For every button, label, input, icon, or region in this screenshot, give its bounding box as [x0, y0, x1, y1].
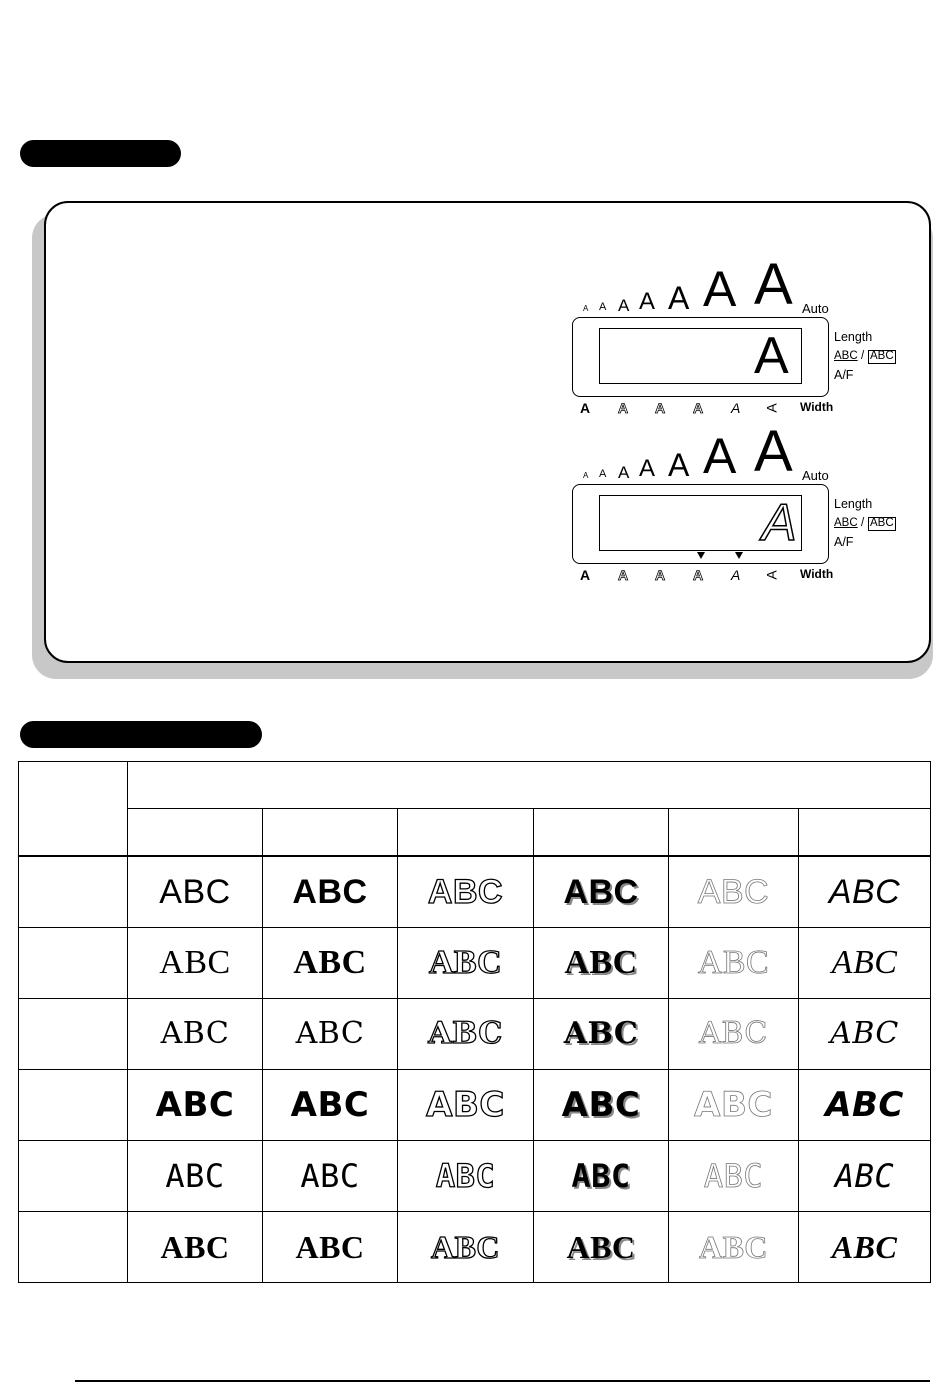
- style-pointer-icon: [735, 552, 743, 559]
- sample-text: ABC: [825, 1085, 904, 1125]
- sample-text: ABC: [564, 944, 638, 981]
- sample-cell: [128, 928, 263, 999]
- style-outline-indicator: A: [655, 567, 666, 583]
- auto-label: Auto: [802, 468, 829, 483]
- style-header-outline: [398, 809, 534, 857]
- sample-text: ABC: [697, 944, 770, 981]
- sample-cell: [263, 1070, 398, 1141]
- size-indicator-2: A: [599, 468, 607, 480]
- sample-cell: [128, 1212, 263, 1283]
- sample-text: ABC: [698, 1229, 769, 1265]
- table-row: [19, 1141, 931, 1212]
- size-indicators: [572, 252, 832, 317]
- sample-text: ABC: [697, 873, 770, 911]
- table-row: [19, 928, 931, 999]
- sample-text: ABC: [293, 944, 367, 981]
- style-normal-indicator: A: [580, 400, 591, 416]
- sample-cell: [534, 1141, 669, 1212]
- font-name-cell: [19, 999, 128, 1070]
- width-label: Width: [800, 400, 834, 414]
- sample-cell: [263, 1141, 398, 1212]
- sample-cell: [263, 928, 398, 999]
- sample-cell: [128, 1070, 263, 1141]
- af-label: A/F: [834, 535, 854, 549]
- size-indicator-7: A: [754, 419, 793, 484]
- section-header-samples: [20, 721, 262, 748]
- sample-cell: [799, 1212, 931, 1283]
- sample-cell: [128, 856, 263, 928]
- sample-text: ABC: [159, 873, 231, 911]
- style-shadow-indicator: A: [693, 400, 704, 416]
- sample-text: ABC: [430, 1229, 501, 1265]
- sample-text: ABC: [159, 944, 231, 981]
- style-pointer-icon: [697, 552, 705, 559]
- sample-cell: [263, 1212, 398, 1283]
- display-character: A: [754, 327, 789, 385]
- sample-text: ABC: [828, 873, 901, 911]
- size-indicator-6: A: [703, 428, 737, 484]
- sample-cell: [799, 928, 931, 999]
- sample-cell: [128, 1141, 263, 1212]
- size-indicator-3: A: [618, 463, 630, 482]
- sample-cell: [534, 1212, 669, 1283]
- section-header-example: [20, 140, 181, 167]
- font-name-cell: [19, 1070, 128, 1141]
- size-indicator-5: A: [668, 447, 690, 483]
- sample-text: ABC: [694, 1085, 773, 1125]
- sample-text: ABC: [435, 1157, 496, 1195]
- sample-cell: [799, 1070, 931, 1141]
- sample-text: ABC: [295, 1016, 365, 1051]
- sample-text: ABC: [703, 1157, 764, 1195]
- size-indicator-1: A: [583, 304, 589, 313]
- sample-text: ABC: [290, 1085, 370, 1125]
- table-corner-cell: [19, 762, 128, 857]
- sample-cell: [669, 1212, 799, 1283]
- abc-label-b: ABC: [870, 517, 894, 529]
- sample-cell: [669, 1070, 799, 1141]
- sample-cell: [398, 1070, 534, 1141]
- sample-cell: [799, 999, 931, 1070]
- size-indicators: [572, 419, 832, 484]
- style-header-solid: [669, 809, 799, 857]
- abc-separator: /: [861, 517, 865, 529]
- sample-cell: [398, 999, 534, 1070]
- style-bold-indicator: A: [618, 567, 629, 583]
- sample-text: ABC: [699, 1016, 768, 1051]
- sample-cell: [669, 1141, 799, 1212]
- font-style-table: [18, 761, 931, 1283]
- abc-label-b: ABC: [870, 350, 894, 362]
- size-indicator-2: A: [599, 301, 607, 313]
- style-bold-indicator: A: [618, 400, 629, 416]
- sample-text: ABC: [830, 1016, 899, 1051]
- size-indicator-3: A: [618, 296, 630, 315]
- sample-text: ABC: [428, 1016, 503, 1051]
- abc-separator: /: [861, 350, 865, 362]
- size-indicator-6: A: [703, 261, 737, 317]
- sample-text: ABC: [155, 1085, 235, 1125]
- abc-label-a: ABC: [834, 350, 858, 362]
- style-header-normal: [128, 809, 263, 857]
- sample-text: ABC: [160, 1229, 230, 1265]
- table-row: [19, 1212, 931, 1283]
- sample-text: ABC: [428, 944, 503, 981]
- af-label: A/F: [834, 368, 854, 382]
- sample-cell: [534, 856, 669, 928]
- sample-cell: [128, 999, 263, 1070]
- style-italic-indicator: A: [731, 400, 741, 416]
- size-indicator-1: A: [583, 471, 589, 480]
- sample-text: ABC: [831, 944, 898, 981]
- style-italic-indicator: A: [731, 567, 741, 583]
- sample-text: ABC: [834, 1157, 895, 1195]
- size-indicator-7: A: [754, 252, 793, 317]
- sample-text: ABC: [563, 1016, 639, 1051]
- font-name-cell: [19, 1212, 128, 1283]
- style-header-shadow: [534, 809, 669, 857]
- font-name-cell: [19, 1141, 128, 1212]
- sample-cell: [398, 1212, 534, 1283]
- sample-cell: [534, 999, 669, 1070]
- sample-text: ABC: [561, 1085, 641, 1125]
- size-indicator-4: A: [639, 288, 656, 315]
- auto-label: Auto: [802, 301, 829, 316]
- length-label: Length: [834, 330, 873, 344]
- sample-text: ABC: [292, 873, 368, 911]
- size-indicator-5: A: [668, 280, 690, 316]
- sample-cell: [398, 856, 534, 928]
- sample-text: ABC: [160, 1016, 230, 1051]
- abc-label-a: ABC: [834, 517, 858, 529]
- sample-cell: [534, 928, 669, 999]
- sample-cell: [669, 999, 799, 1070]
- sample-text: ABC: [165, 1157, 225, 1195]
- sample-text: ABC: [571, 1157, 631, 1195]
- table-row: [19, 999, 931, 1070]
- sample-text: ABC: [295, 1229, 365, 1265]
- table-row: [19, 856, 931, 928]
- style-header-bold: [263, 809, 398, 857]
- footer-divider: [75, 1380, 930, 1382]
- font-name-cell: [19, 856, 128, 928]
- length-label: Length: [834, 497, 873, 511]
- sample-cell: [263, 999, 398, 1070]
- size-indicator-4: A: [639, 455, 656, 482]
- sample-cell: [799, 1141, 931, 1212]
- font-name-cell: [19, 928, 128, 999]
- sample-cell: [534, 1070, 669, 1141]
- table-row: [19, 1070, 931, 1141]
- sample-text: ABC: [566, 1229, 636, 1265]
- sample-cell: [799, 856, 931, 928]
- sample-cell: [669, 856, 799, 928]
- style-group-header: [128, 762, 931, 809]
- style-shadow-indicator: A: [693, 567, 704, 583]
- sample-text: ABC: [300, 1157, 360, 1195]
- style-outline-indicator: A: [655, 400, 666, 416]
- style-vertical-indicator: A: [763, 403, 780, 413]
- display-character: A: [762, 494, 797, 552]
- style-header-italic: [799, 809, 931, 857]
- style-normal-indicator: A: [580, 567, 591, 583]
- style-vertical-indicator: A: [763, 570, 780, 580]
- sample-text: ABC: [563, 873, 639, 911]
- sample-text: ABC: [426, 1085, 505, 1125]
- width-label: Width: [800, 567, 834, 581]
- sample-text: ABC: [427, 873, 504, 911]
- sample-cell: [669, 928, 799, 999]
- sample-cell: [398, 1141, 534, 1212]
- sample-cell: [263, 856, 398, 928]
- sample-text: ABC: [831, 1229, 898, 1265]
- sample-cell: [398, 928, 534, 999]
